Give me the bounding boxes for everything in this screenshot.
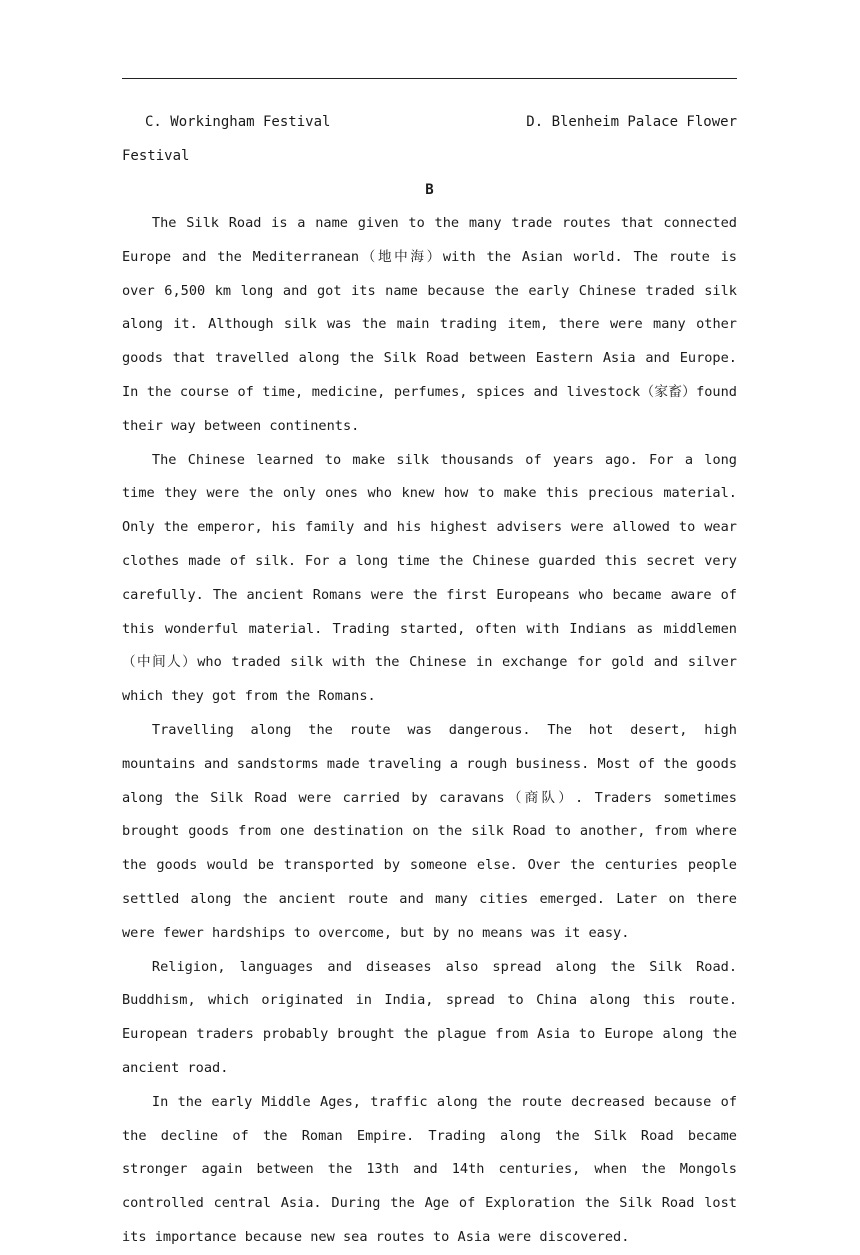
- passage-body: [122, 207, 737, 1255]
- paragraph: The Chinese learned to make silk thousands of years ago. For a long time they were the only ones who knew how to make this precious material. Only the emperor, his family and his highest advisers were allowed to wear clothes made of silk. For a long time the Chinese guarded this secret very carefully. The ancient Romans were the first Europeans who became aware of this wonderful material. Trading started, often with Indians as middlemen（中间人）who traded silk with the Chinese in exchange for gold and silver which they got from the Romans.: [122, 451, 737, 705]
- paragraph: Religion, languages and diseases also spread along the Silk Road. Buddhism, which originated in India, spread to China along this route. European traders probably brought the plague from Asia to Europe along the ancient road.: [122, 958, 737, 1076]
- section-title: B: [425, 182, 434, 198]
- option-d-continuation: Festival: [122, 148, 190, 164]
- paragraph: The Silk Road is a name given to the many trade routes that connected Europe and the Mediterranean（地中海）with the Asian world. The route is over 6,500 km long and got its name because the early Chinese traded silk along it. Although silk was the main trading item, there were many other goods that travelled along the Silk Road between Eastern Asia and Europe. In the course of time, medicine, perfumes, spices and livestock（家畜）found their way between continents.: [122, 215, 737, 434]
- header-rule: [122, 78, 737, 79]
- option-c: C. Workingham Festival: [145, 114, 331, 130]
- paragraph: Travelling along the route was dangerous. The hot desert, high mountains and sandstorms made traveling a rough business. Most of the goods along the Silk Road were carried by caravans（商队）. Traders sometimes brought goods from one destination on the silk Road to another, from where the goods would be transported by someone else. Over the centuries people settled along the ancient route and many cities emerged. Later on there were fewer hardships to overcome, but by no means was it easy.: [122, 721, 737, 941]
- option-d: D. Blenheim Palace Flower: [526, 114, 737, 130]
- paragraph: In the early Middle Ages, traffic along the route decreased because of the decline of the Roman Empire. Trading along the Silk Road became stronger again between the 13th and 14th centuries, when the Mongols controlled central Asia. During the Age of Exploration the Silk Road lost its importance because new sea routes to Asia were discovered.: [122, 1093, 737, 1245]
